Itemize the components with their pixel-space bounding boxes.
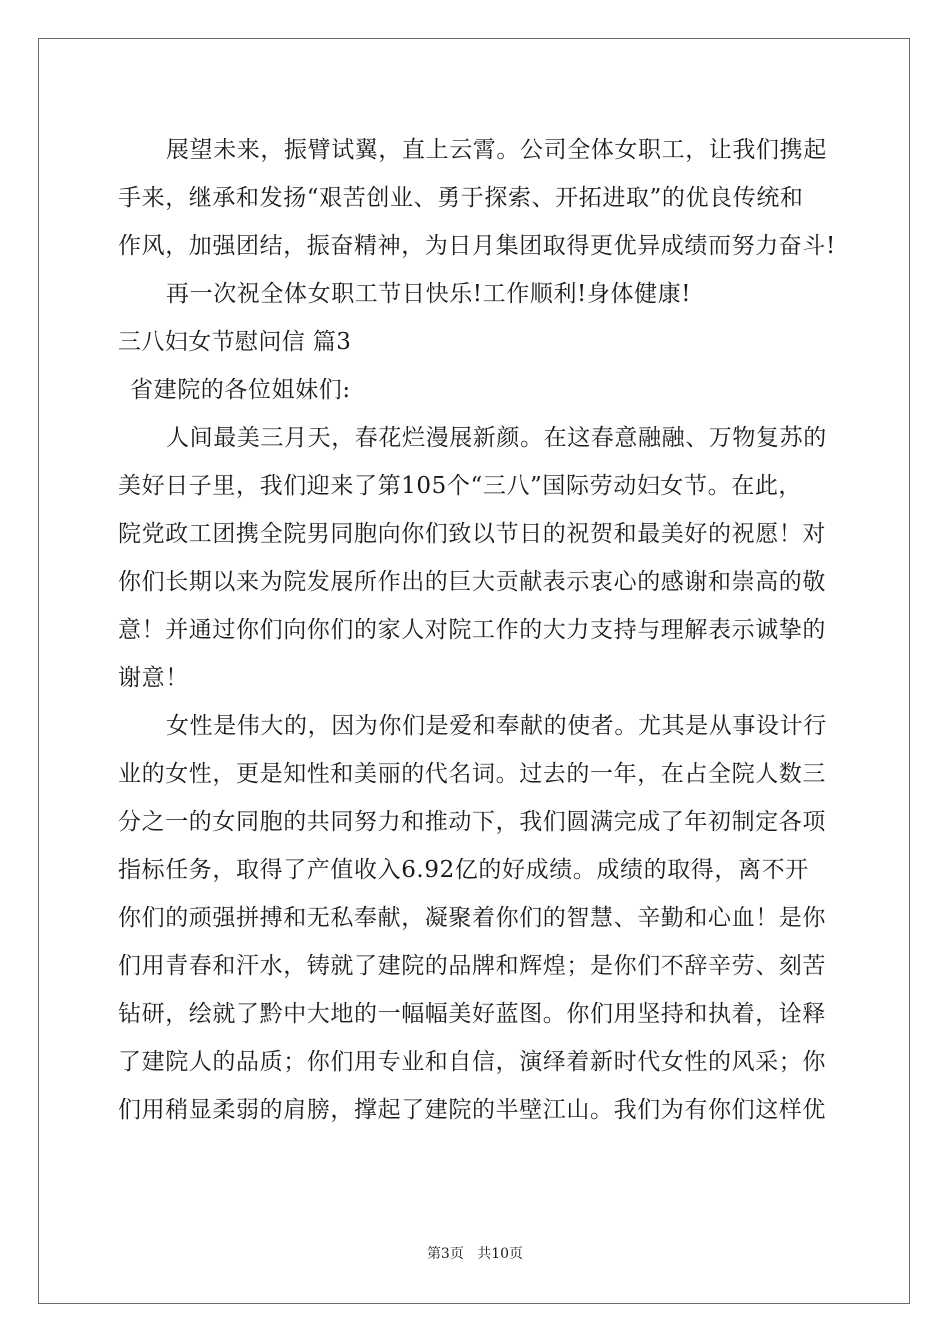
paragraph-line: 人间最美三月天，春花烂漫展新颜。在这春意融融、万物复苏的 bbox=[166, 425, 827, 451]
paragraph-line: 展望未来，振臂试翼，直上云霄。公司全体女职工，让我们携起 bbox=[166, 137, 827, 163]
paragraph-line: 指标任务，取得了产值收入6.92亿的好成绩。成绩的取得，离不开 bbox=[118, 857, 809, 883]
paragraph-line: 业的女性，更是知性和美丽的代名词。过去的一年，在占全院人数三 bbox=[118, 761, 826, 787]
paragraph-line: 你们长期以来为院发展所作出的巨大贡献表示衷心的感谢和崇高的敬 bbox=[118, 569, 826, 595]
salutation: 省建院的各位姐妹们: bbox=[130, 377, 351, 403]
paragraph-line: 了建院人的品质；你们用专业和自信，演绎着新时代女性的风采；你 bbox=[118, 1049, 826, 1075]
page-total: 共10页 bbox=[477, 1246, 524, 1262]
section-heading: 三八妇女节慰问信 篇3 bbox=[118, 329, 352, 355]
page-number: 第3页 bbox=[426, 1246, 464, 1262]
paragraph-line: 们用青春和汗水，铸就了建院的品牌和辉煌；是你们不辞辛劳、刻苦 bbox=[118, 953, 826, 979]
paragraph-line: 意！并通过你们向你们的家人对院工作的大力支持与理解表示诚挚的 bbox=[118, 617, 826, 643]
paragraph-line: 院党政工团携全院男同胞向你们致以节日的祝贺和最美好的祝愿！对 bbox=[118, 521, 826, 547]
paragraph-line: 手来，继承和发扬“艰苦创业、勇于探索、开拓进取”的优良传统和 bbox=[118, 185, 804, 211]
paragraph-line: 们用稍显柔弱的肩膀，撑起了建院的半壁江山。我们为有你们这样优 bbox=[118, 1097, 826, 1123]
paragraph-line: 美好日子里，我们迎来了第105个“三八”国际劳动妇女节。在此， bbox=[118, 473, 803, 499]
paragraph-line: 谢意！ bbox=[118, 665, 189, 691]
paragraph-line: 女性是伟大的，因为你们是爱和奉献的使者。尤其是从事设计行 bbox=[166, 713, 827, 739]
paragraph-line: 分之一的女同胞的共同努力和推动下，我们圆满完成了年初制定各项 bbox=[118, 809, 826, 835]
paragraph-line: 再一次祝全体女职工节日快乐!工作顺利!身体健康! bbox=[166, 281, 692, 307]
paragraph-line: 钻研，绘就了黔中大地的一幅幅美好蓝图。你们用坚持和执着，诠释 bbox=[118, 1001, 826, 1027]
page-footer bbox=[0, 1243, 950, 1263]
paragraph-line: 你们的顽强拼搏和无私奉献，凝聚着你们的智慧、辛勤和心血！是你 bbox=[118, 905, 826, 931]
paragraph-line: 作风，加强团结，振奋精神，为日月集团取得更优异成绩而努力奋斗! bbox=[118, 233, 836, 259]
document-body bbox=[118, 126, 838, 1134]
